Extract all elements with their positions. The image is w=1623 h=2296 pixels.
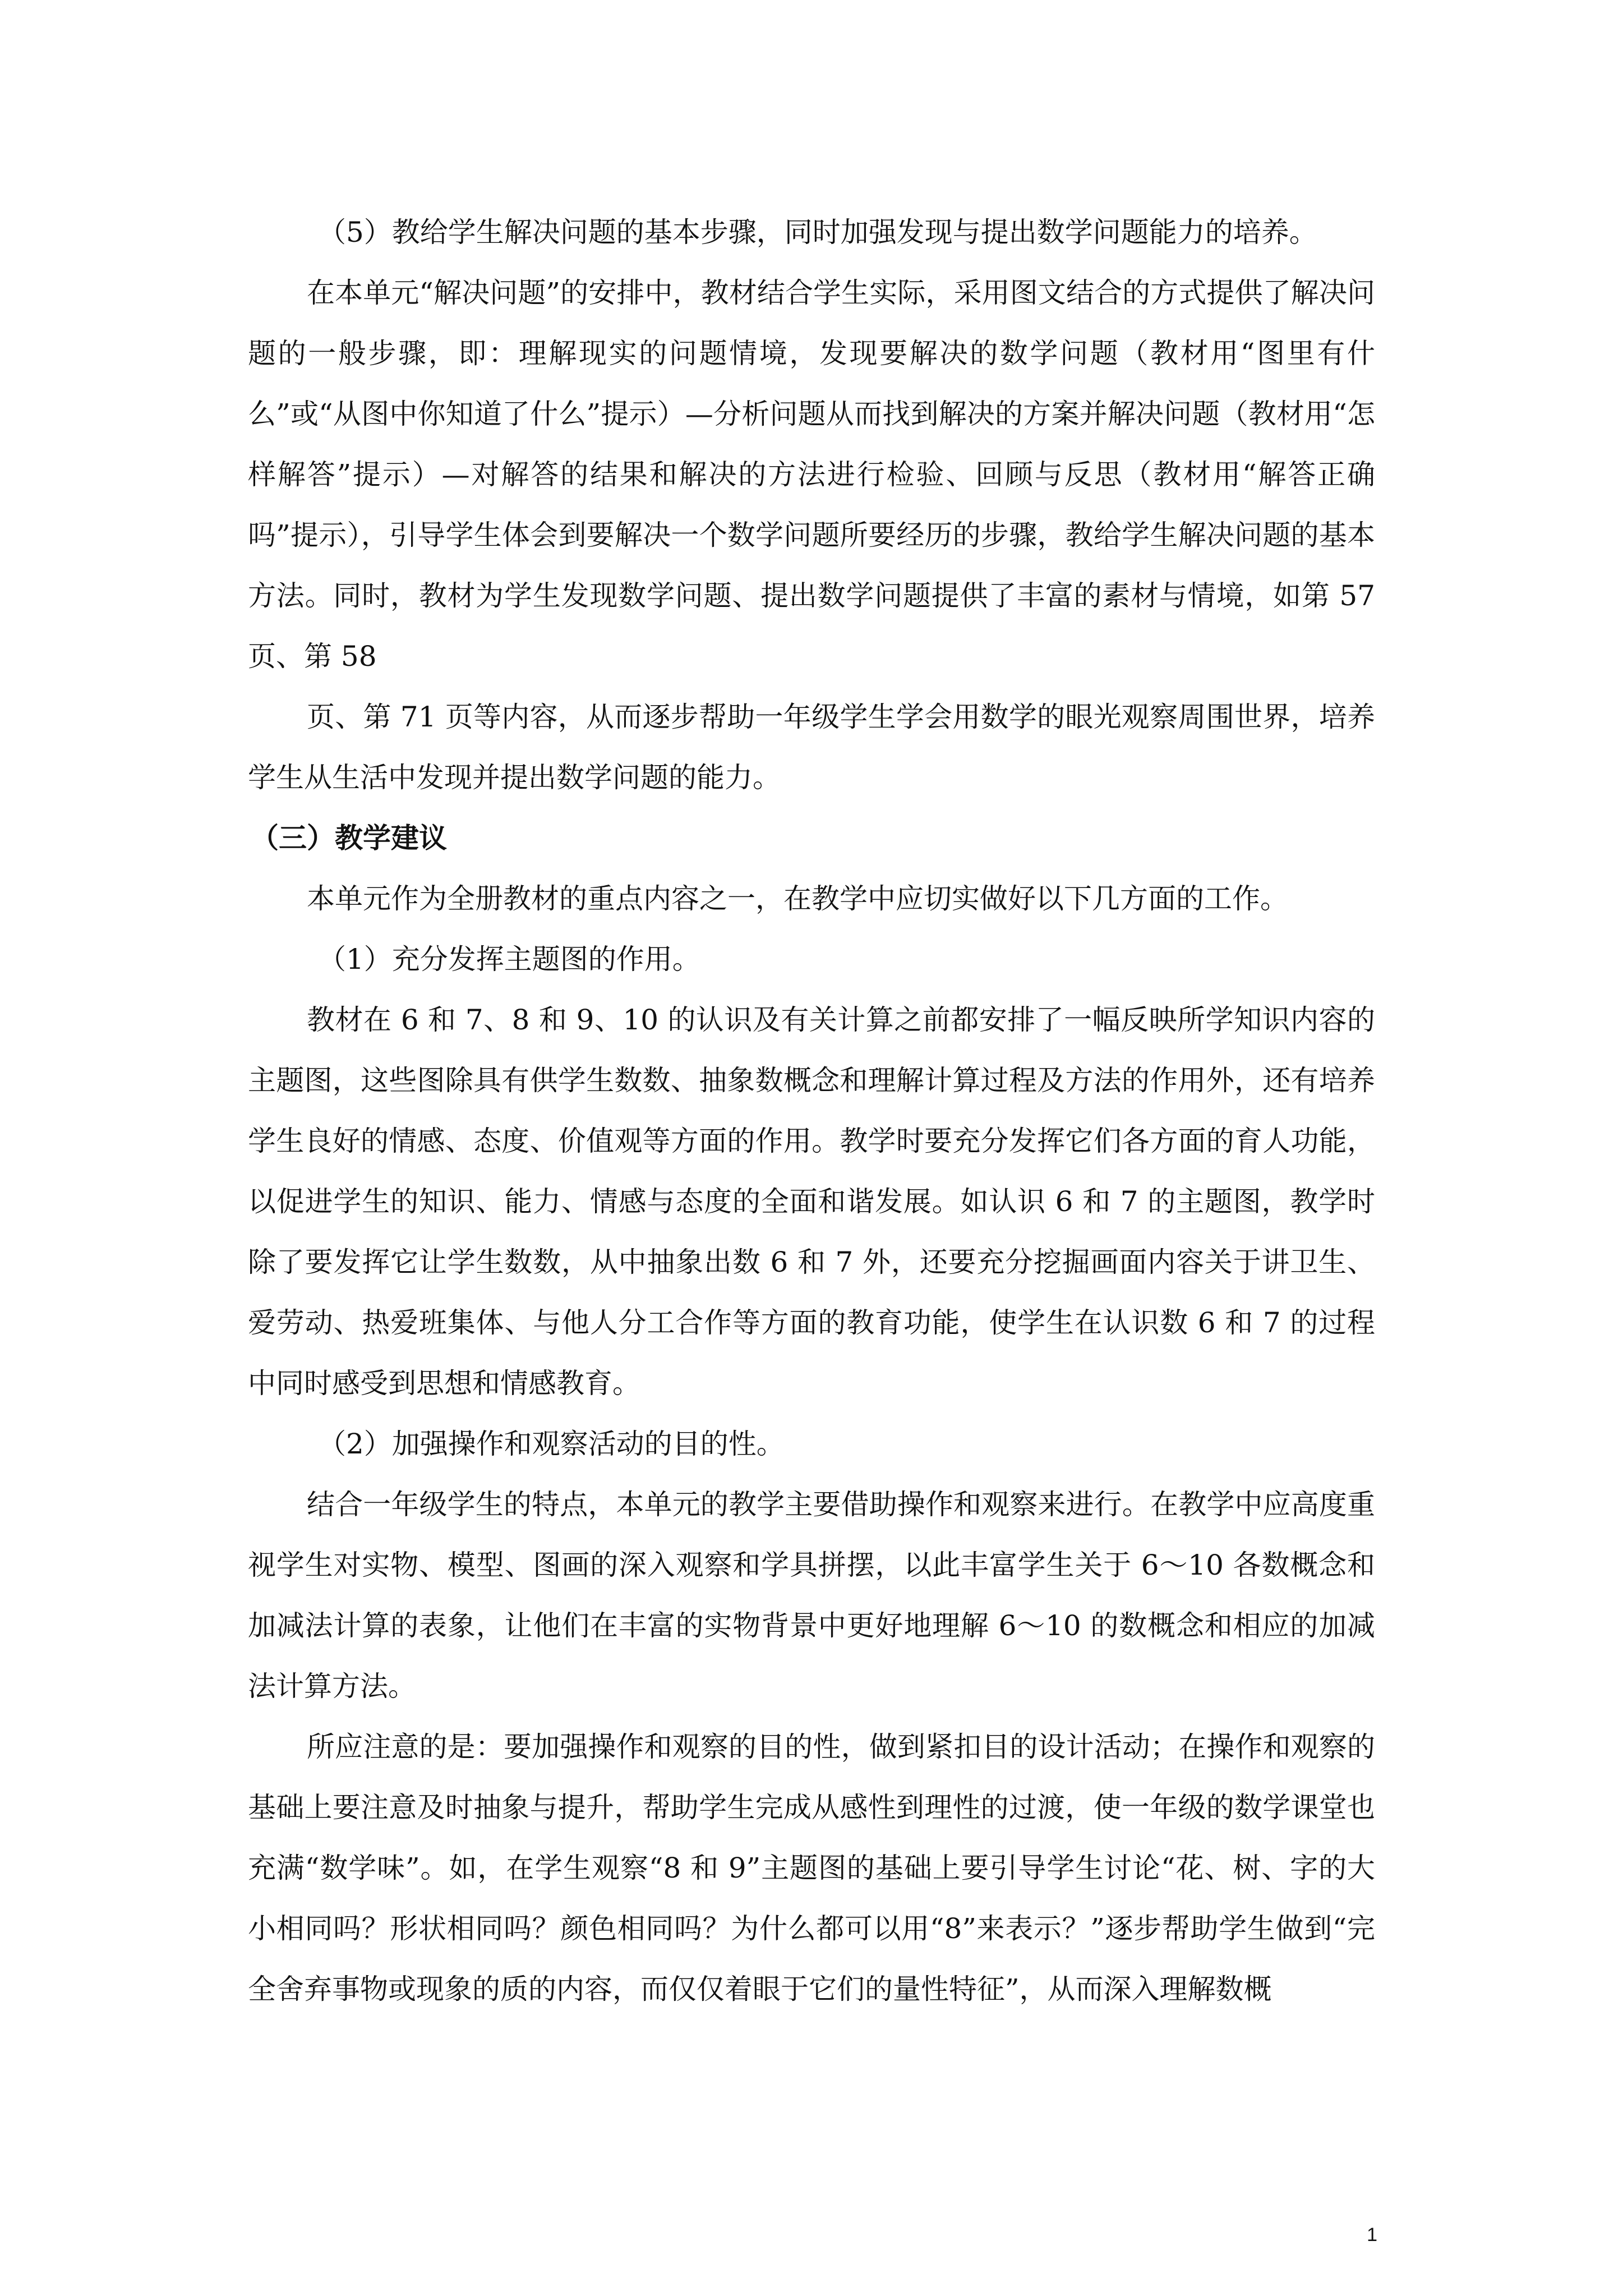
- paragraph-point-2: （2）加强操作和观察活动的目的性。: [318, 1428, 785, 1460]
- paragraph-operation-observation: 结合一年级学生的特点，本单元的教学主要借助操作和观察来进行。在教学中应高度重视学生对实物、模型、图画的深入观察和学具拼摆，以此丰富学生关于 6～10 各数概念和加减法计算的表象，让他们在丰富的实物背景中更好地理解 6～10 的数概念和相应的加减法计算方法。: [248, 1488, 1375, 1703]
- paragraph-point-1: （1）充分发挥主题图的作用。: [318, 943, 700, 976]
- section-heading-teaching-suggestions: （三）教学建议: [251, 821, 447, 854]
- paragraph-intro: 本单元作为全册教材的重点内容之一，在教学中应切实做好以下几方面的工作。: [307, 882, 1288, 915]
- paragraph-step-5: （5）教给学生解决问题的基本步骤，同时加强发现与提出数学问题能力的培养。: [318, 216, 1317, 249]
- paragraph-continued: 页、第 71 页等内容，从而逐步帮助一年级学生学会用数学的眼光观察周围世界，培养学生从生活中发现并提出数学问题的能力。: [248, 701, 1375, 794]
- page-number: 1: [1367, 2224, 1377, 2246]
- paragraph-problem-solving: 在本单元“解决问题”的安排中，教材结合学生实际，采用图文结合的方式提供了解决问题的一般步骤，即：理解现实的问题情境，发现要解决的数学问题（教材用“图里有什么”或“从图中你知道了什么”提示）—分析问题从而找到解决的方案并解决问题（教材用“怎样解答”提示）—对解答的结果和解决的方法进行检验、回顾与反思（教材用“解答正确吗”提示），引导学生体会到要解决一个数学问题所要经历的步骤，教给学生解决问题的基本方法。同时，教材为学生发现数学问题、提出数学问题提供了丰富的素材与情境，如第 57 页、第 58: [248, 277, 1375, 673]
- document-body: [248, 202, 1375, 2019]
- paragraph-theme-images: 教材在 6 和 7、8 和 9、10 的认识及有关计算之前都安排了一幅反映所学知识内容的主题图，这些图除具有供学生数数、抽象数概念和理解计算过程及方法的作用外，还有培养学生良好的情感、态度、价值观等方面的作用。教学时要充分发挥它们各方面的育人功能，以促进学生的知识、能力、情感与态度的全面和谐发展。如认识 6 和 7 的主题图，教学时除了要发挥它让学生数数，从中抽象出数 6 和 7 外，还要充分挖掘画面内容关于讲卫生、爱劳动、热爱班集体、与他人分工合作等方面的教育功能，使学生在认识数 6 和 7 的过程中同时感受到思想和情感教育。: [248, 1004, 1375, 1400]
- paragraph-attention: 所应注意的是：要加强操作和观察的目的性，做到紧扣目的设计活动；在操作和观察的基础上要注意及时抽象与提升，帮助学生完成从感性到理性的过渡，使一年级的数学课堂也充满“数学味”。如，在学生观察“8 和 9”主题图的基础上要引导学生讨论“花、树、字的大小相同吗？形状相同吗？颜色相同吗？为什么都可以用“8”来表示？”逐步帮助学生做到“完全舍弃事物或现象的质的内容，而仅仅着眼于它们的量性特征”，从而深入理解数概: [248, 1731, 1375, 2005]
